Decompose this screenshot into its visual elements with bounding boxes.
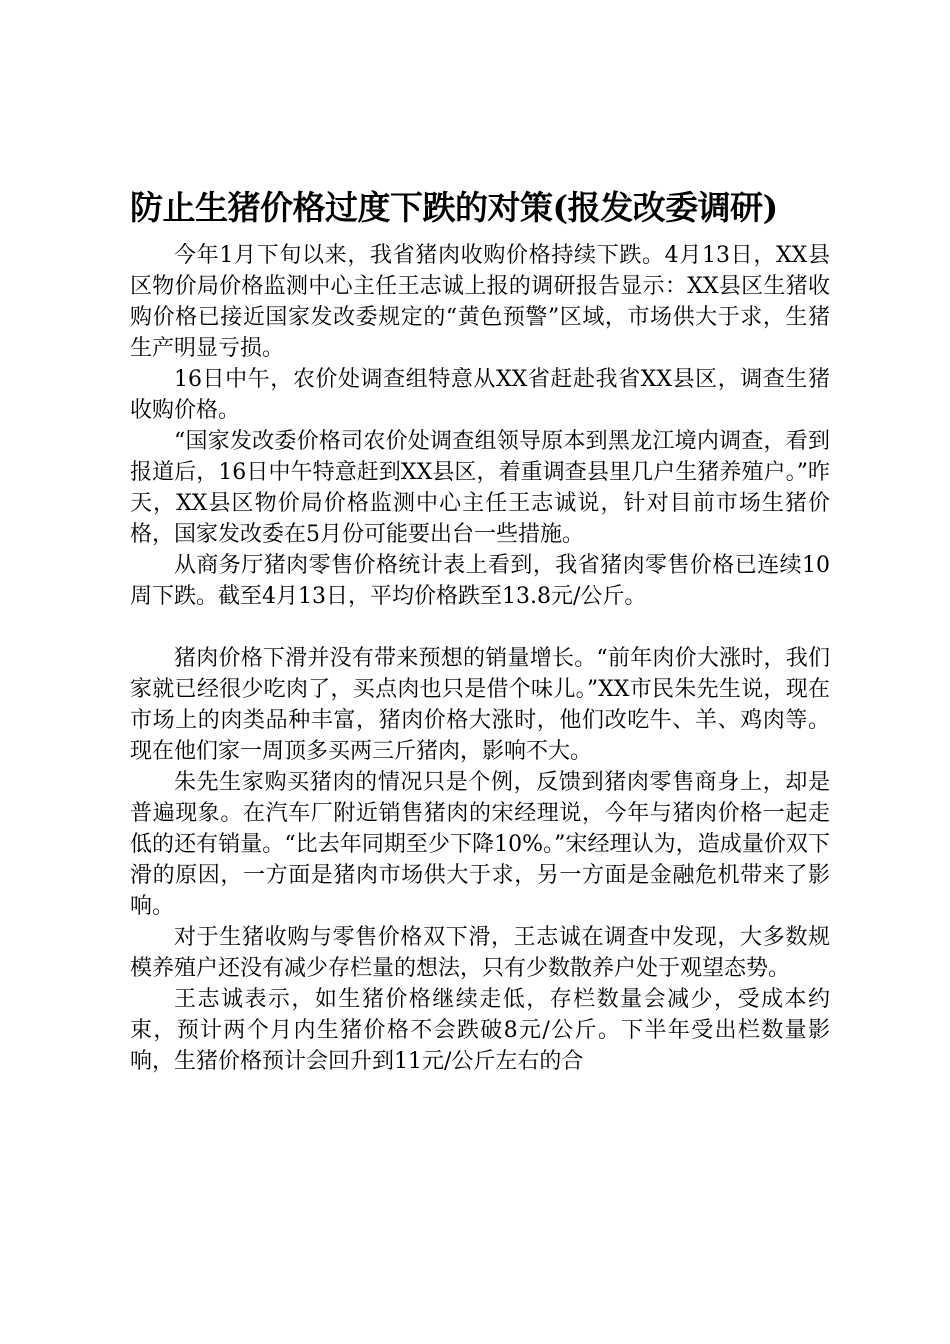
paragraph-7: 对于生猪收购与零售价格双下滑，王志诚在调查中发现，大多数规模养殖户还没有减少存栏量的想法，只有少数散养户处于观望态势。: [130, 925, 830, 981]
document-title: 防止生猪价格过度下跌的对策(报发改委调研): [130, 188, 778, 227]
paragraph-3: “国家发改委价格司农价处调查组领导原本到黑龙江境内调查，看到报道后，16日中午特意赶到XX县区，着重调查县里几户生猪养殖户。”昨天，XX县区物价局价格监测中心主任王志诚说，针对目前市场生猪价格，国家发改委在5月份可能要出台一些措施。: [130, 429, 830, 547]
paragraph-5: 猪肉价格下滑并没有带来预想的销量增长。“前年肉价大涨时，我们家就已经很少吃肉了，买点肉也只是借个味儿。”XX市民朱先生说，现在市场上的肉类品种丰富，猪肉价格大涨时，他们改吃牛、羊、鸡肉等。现在他们家一周顶多买两三斤猪肉，影响不大。: [130, 646, 830, 764]
paragraph-8: 王志诚表示，如生猪价格继续走低，存栏数量会减少，受成本约束，预计两个月内生猪价格不会跌破8元/公斤。下半年受出栏数量影响，生猪价格预计会回升到11元/公斤左右的合: [130, 987, 830, 1074]
paragraph-6: 朱先生家购买猪肉的情况只是个例，反馈到猪肉零售商身上，却是普遍现象。在汽车厂附近销售猪肉的宋经理说，今年与猪肉价格一起走低的还有销量。“比去年同期至少下降10%。”宋经理认为，造成量价双下滑的原因，一方面是猪肉市场供大于求，另一方面是金融危机带来了影响。: [130, 770, 830, 919]
document-page: [130, 180, 830, 1077]
paragraph-2: 16日中午，农价处调查组特意从XX省赶赴我省XX县区，调查生猪收购价格。: [130, 367, 830, 423]
paragraph-1: 今年1月下旬以来，我省猪肉收购价格持续下跌。4月13日，XX县区物价局价格监测中心主任王志诚上报的调研报告显示：XX县区生猪收购价格已接近国家发改委规定的“黄色预警”区域，市场供大于求，生猪生产明显亏损。: [130, 243, 830, 361]
paragraph-4: 从商务厅猪肉零售价格统计表上看到，我省猪肉零售价格已连续10周下跌。截至4月13日，平均价格跌至13.8元/公斤。: [130, 553, 830, 609]
